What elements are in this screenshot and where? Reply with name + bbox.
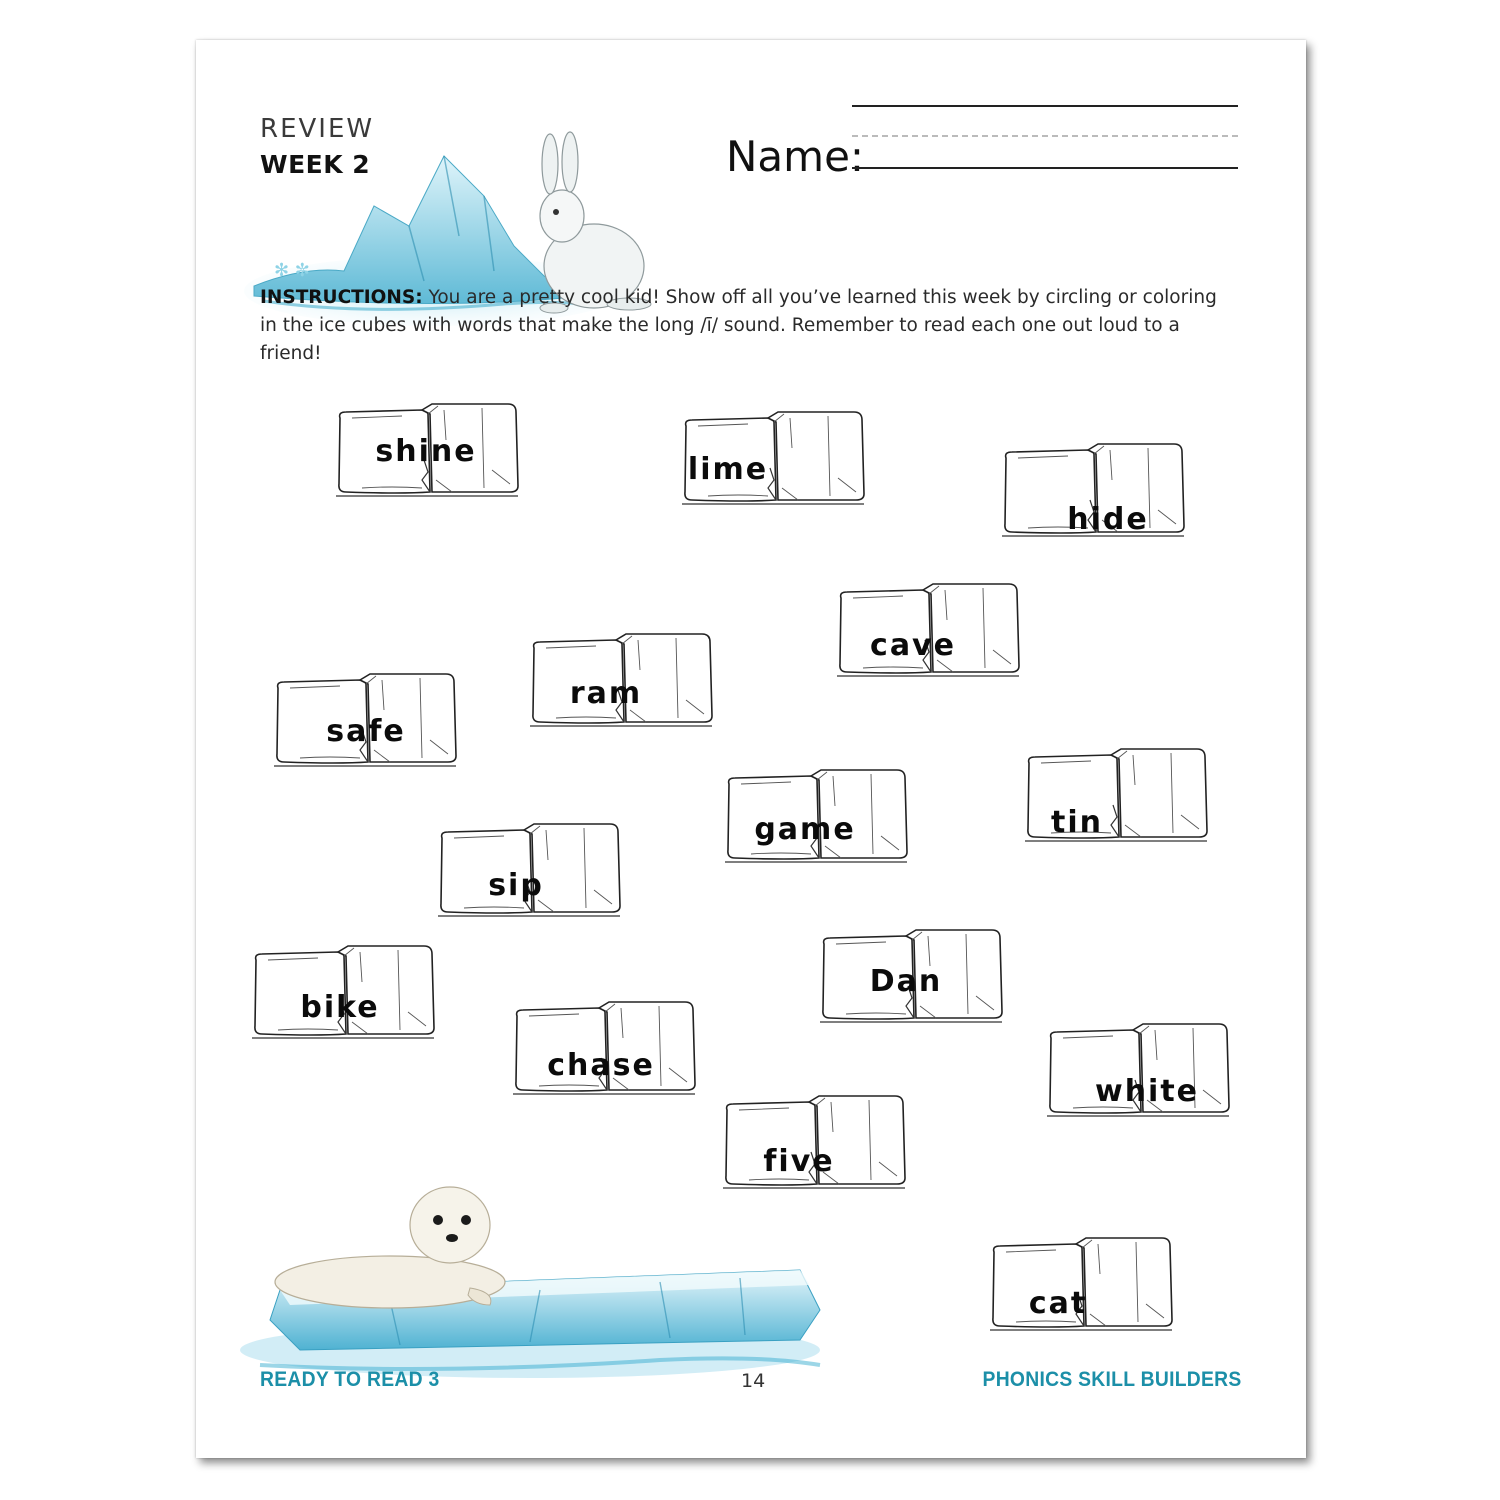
ice-cube-game[interactable]	[721, 766, 911, 866]
ice-cube-dan[interactable]	[816, 926, 1006, 1026]
ice-cube-cave[interactable]	[833, 580, 1023, 680]
name-line-top	[852, 105, 1238, 107]
ice-cube-ram[interactable]	[526, 630, 716, 730]
week-label: WEEK 2	[260, 150, 371, 179]
ice-cube-shine[interactable]	[332, 400, 522, 500]
ice-cube-word: five	[763, 1144, 835, 1179]
svg-text:✻ ✼: ✻ ✼	[274, 260, 310, 281]
ice-cube-word: lime	[687, 452, 769, 487]
ice-cube-tin[interactable]	[1021, 745, 1211, 845]
ice-cube-word: bike	[300, 990, 380, 1025]
ice-cube-cat[interactable]	[986, 1234, 1176, 1334]
ice-cube-word: safe	[326, 714, 406, 749]
ice-cube-word: ram	[569, 676, 643, 711]
ice-cube-word: cave	[870, 628, 956, 663]
instructions-line-1: You are a pretty cool kid! Show off all you’ve learned this week by circling or coloring	[428, 287, 1217, 308]
instructions-heading: INSTRUCTIONS:	[260, 287, 423, 308]
ice-cube-chase[interactable]	[509, 998, 699, 1098]
instructions	[260, 284, 1220, 368]
ice-cube-safe[interactable]	[270, 670, 460, 770]
instructions-line-2: in the ice cubes with words that make the long /ī/ sound. Remember to read each one out loud to a friend!	[260, 315, 1180, 364]
footer-series-title: READY TO READ 3	[260, 1368, 440, 1391]
ice-cube-hide[interactable]	[998, 440, 1188, 540]
ice-cube-word: Dan	[869, 964, 943, 999]
ice-cube-word: tin	[1051, 805, 1103, 840]
footer-book-title: PHONICS SKILL BUILDERS	[982, 1368, 1242, 1391]
ice-cube-white[interactable]	[1043, 1020, 1233, 1120]
page-number: 14	[741, 1370, 766, 1392]
ice-cube-word: shine	[375, 434, 477, 469]
name-label: Name:	[726, 132, 865, 181]
ice-cube-word: hide	[1067, 502, 1149, 537]
name-line-dashed	[852, 135, 1238, 137]
ice-cube-lime[interactable]	[678, 408, 868, 508]
worksheet-page	[196, 40, 1306, 1458]
ice-cube-word: game	[754, 812, 856, 847]
name-line-bottom[interactable]	[852, 167, 1238, 169]
ice-cube-word: sip	[488, 868, 544, 903]
ice-cube-word: white	[1094, 1074, 1200, 1109]
review-label: REVIEW	[260, 114, 375, 144]
ice-cube-word: chase	[547, 1048, 655, 1083]
ice-cube-bike[interactable]	[248, 942, 438, 1042]
seal-ice-illustration	[240, 1170, 840, 1380]
ice-cube-sip[interactable]	[434, 820, 624, 920]
ice-cube-word: cat	[1028, 1286, 1088, 1321]
